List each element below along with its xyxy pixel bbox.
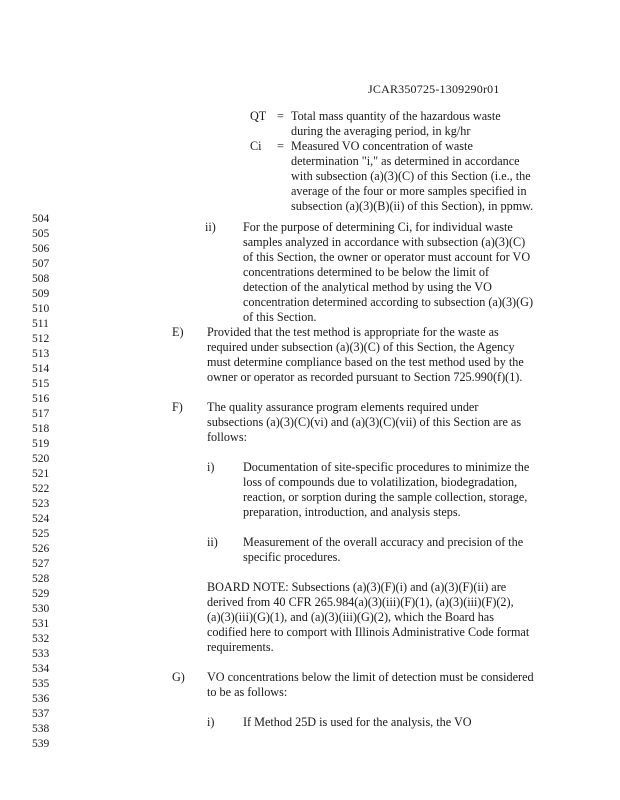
line-number: 507 xyxy=(32,258,50,270)
line-number: 537 xyxy=(32,708,50,720)
paragraph-line: preparation, introduction, and analysis steps. xyxy=(243,505,461,519)
line-number: 536 xyxy=(32,693,50,705)
board-note-line: (a)(3)(iii)(G)(1), and (a)(3)(iii)(G)(2), which the Board has xyxy=(207,610,494,624)
line-number: 531 xyxy=(32,618,50,630)
line-number: 515 xyxy=(32,378,50,390)
paragraph-line: must determine compliance based on the test method used by the xyxy=(207,355,524,369)
paragraph-line: subsections (a)(3)(C)(vi) and (a)(3)(C)(vii) of this Section are as xyxy=(207,415,522,429)
line-number: 512 xyxy=(32,333,50,345)
item-label: G) xyxy=(172,670,185,684)
paragraph-line: detection of the analytical method by using the VO xyxy=(243,280,492,294)
board-note-line: codified here to comport with Illinois Administrative Code format xyxy=(207,625,530,639)
line-number: 535 xyxy=(32,678,50,690)
qt-symbol: QT xyxy=(250,109,267,123)
paragraph-line: Documentation of site-specific procedures to minimize the xyxy=(243,460,530,474)
line-number: 529 xyxy=(32,588,50,600)
line-number: 539 xyxy=(32,738,50,750)
line-number: 509 xyxy=(32,288,50,300)
line-number: 522 xyxy=(32,483,50,495)
definition-line: subsection (a)(3)(B)(ii) of this Section), in ppmw. xyxy=(291,199,534,213)
item-label: ii) xyxy=(207,535,218,549)
item-label: i) xyxy=(207,460,215,474)
board-note-line: requirements. xyxy=(207,640,274,654)
paragraph-line: concentrations determined to be below the limit of xyxy=(243,265,490,279)
paragraph-line: The quality assurance program elements required under xyxy=(207,400,479,414)
definition-line: Total mass quantity of the hazardous waste xyxy=(291,109,501,123)
line-number: 521 xyxy=(32,468,50,480)
paragraph-line: loss of compounds due to volatilization, biodegradation, xyxy=(243,475,518,489)
board-note-line: derived from 40 CFR 265.984(a)(3)(iii)(F)(1), (a)(3)(iii)(F)(2), xyxy=(207,595,514,609)
paragraph-line: specific procedures. xyxy=(243,550,341,564)
line-number: 504 xyxy=(32,213,50,225)
line-number: 516 xyxy=(32,393,50,405)
paragraph-line: Provided that the test method is appropriate for the waste as xyxy=(207,325,499,339)
equals-sign: = xyxy=(277,139,284,153)
definition-line: with subsection (a)(3)(C) of this Section (i.e., the xyxy=(291,169,531,183)
item-label: E) xyxy=(172,325,184,339)
line-number: 513 xyxy=(32,348,50,360)
paragraph-line: Measurement of the overall accuracy and precision of the xyxy=(243,535,524,549)
line-number: 527 xyxy=(32,558,50,570)
line-number: 523 xyxy=(32,498,50,510)
line-number: 519 xyxy=(32,438,50,450)
line-number: 505 xyxy=(32,228,50,240)
line-number: 514 xyxy=(32,363,50,375)
line-number: 538 xyxy=(32,723,50,735)
line-number: 526 xyxy=(32,543,50,555)
line-number: 525 xyxy=(32,528,50,540)
document-id-header: JCAR350725-1309290r01 xyxy=(368,82,500,96)
paragraph-line: of this Section. xyxy=(243,310,317,324)
line-number: 534 xyxy=(32,663,50,675)
item-label: ii) xyxy=(205,220,216,234)
paragraph-line: samples analyzed in accordance with subsection (a)(3)(C) xyxy=(243,235,526,249)
line-number: 524 xyxy=(32,513,50,525)
paragraph-line: For the purpose of determining Ci, for individual waste xyxy=(243,220,513,234)
paragraph-line: If Method 25D is used for the analysis, the VO xyxy=(243,715,472,729)
ci-symbol: Ci xyxy=(250,139,262,153)
line-number: 511 xyxy=(32,318,49,330)
definition-line: determination "i," as determined in accordance xyxy=(291,154,520,168)
board-note-line: BOARD NOTE: Subsections (a)(3)(F)(i) and (a)(3)(F)(ii) are xyxy=(207,580,507,594)
line-number: 508 xyxy=(32,273,50,285)
line-number: 528 xyxy=(32,573,50,585)
line-number: 530 xyxy=(32,603,50,615)
paragraph-line: reaction, or sorption during the sample collection, storage, xyxy=(243,490,528,504)
definition-line: Measured VO concentration of waste xyxy=(291,139,473,153)
line-number: 532 xyxy=(32,633,50,645)
line-number: 510 xyxy=(32,303,50,315)
item-label: F) xyxy=(172,400,183,414)
line-number: 506 xyxy=(32,243,50,255)
paragraph-line: to be as follows: xyxy=(207,685,288,699)
definition-line: average of the four or more samples specified in xyxy=(291,184,527,198)
line-number: 517 xyxy=(32,408,50,420)
paragraph-line: required under subsection (a)(3)(C) of this Section, the Agency xyxy=(207,340,515,354)
line-number: 518 xyxy=(32,423,50,435)
equals-sign: = xyxy=(277,109,284,123)
definition-line: during the averaging period, in kg/hr xyxy=(291,124,471,138)
paragraph-line: VO concentrations below the limit of detection must be considered xyxy=(207,670,534,684)
paragraph-line: owner or operator as recorded pursuant to Section 725.990(f)(1). xyxy=(207,370,523,384)
line-number: 520 xyxy=(32,453,50,465)
paragraph-line: of this Section, the owner or operator must account for VO xyxy=(243,250,531,264)
line-number: 533 xyxy=(32,648,50,660)
paragraph-line: follows: xyxy=(207,430,247,444)
paragraph-line: concentration determined according to subsection (a)(3)(G) xyxy=(243,295,534,309)
item-label: i) xyxy=(207,715,215,729)
